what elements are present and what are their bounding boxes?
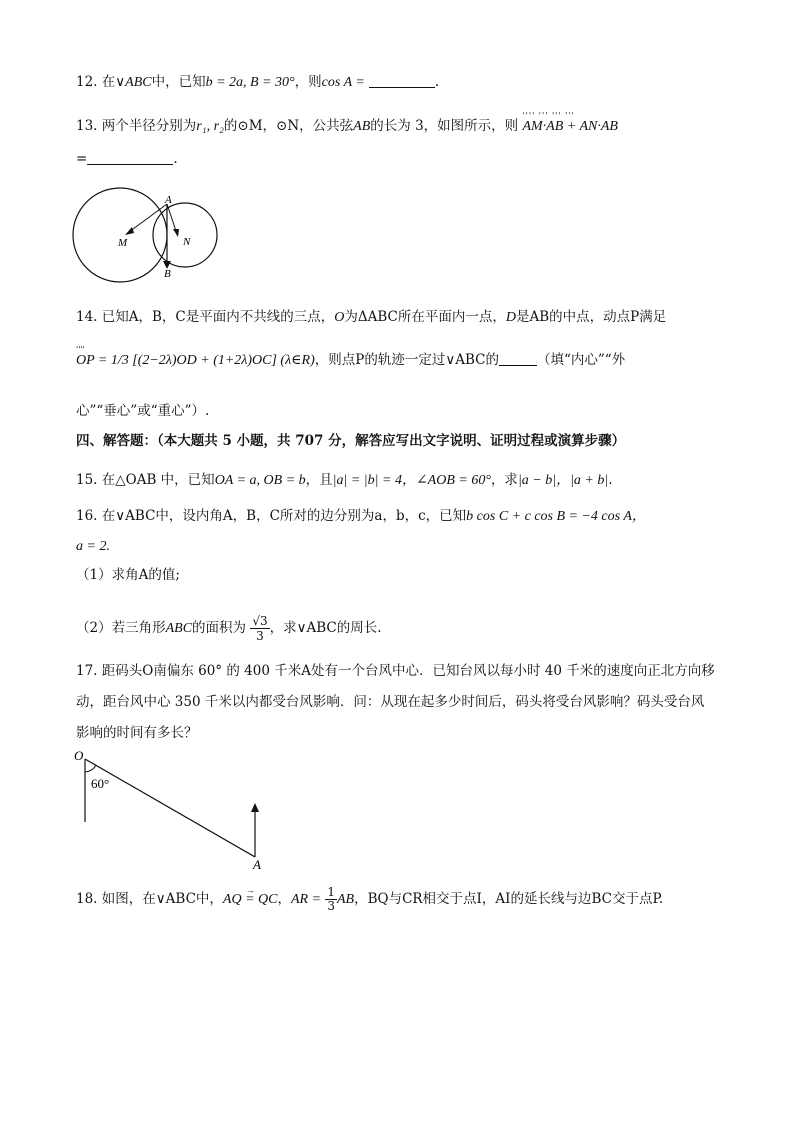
question-12: 12. 在∨ABC中，已知b = 2a, B = 30°，则cos A = . — [76, 74, 440, 90]
question-16-line2: a = 2. — [76, 539, 110, 554]
label-o: O — [74, 748, 84, 763]
question-13: 13. 两个半径分别为r₁, r₂的⊙M，⊙N，公共弦AB的长为 3，如图所示，则 ꞌꞌꞌꞌ ꞌꞌꞌ ꞌꞌꞌ ꞌꞌꞌ AM·AB + AN·AB — [76, 111, 618, 134]
question-14: 14. 已知A，B，C是平面内不共线的三点，O为ΔABC所在平面内一点，D是AB的中点，动点P满足 — [76, 309, 667, 325]
section-heading: 四、解答题：（本大题共 5 小题，共 707 分，解答应写出文字说明、证明过程或演算步骤） — [76, 433, 626, 449]
angle-arc — [85, 765, 96, 772]
question-16-part1: （1）求角A的值; — [76, 567, 180, 583]
question-14-line3: 心”“垂心”或“重心”）. — [76, 403, 210, 419]
fraction: $\frac{1}{3}$ — [327, 885, 335, 913]
typhoon-figure — [70, 745, 280, 875]
label-angle: 60° — [91, 776, 110, 791]
question-15: 15. 在△OAB 中，已知OA = a, OB = b，且|a| = |b| = 4，∠AOB = 60°，求|a − b|，|a + b|. — [76, 472, 613, 488]
label-a: A — [165, 194, 172, 206]
label-b: B — [164, 268, 171, 280]
formula: ꞌꞌꞌꞌ OP = 1/3 [(2−2λ)OD + (1+2λ)OC] (λ∈R) — [76, 345, 315, 368]
answer-blank — [499, 351, 537, 366]
answer-blank — [369, 73, 435, 88]
area-fraction: $\frac{√3}{3}$ — [252, 614, 268, 643]
question-14-formula-line: ꞌꞌꞌꞌ OP = 1/3 [(2−2λ)OD + (1+2λ)OC] (λ∈R)，则点P的轨迹一定过∨ABC的 （填“内心”“外 — [76, 345, 626, 368]
circles-figure — [70, 185, 230, 285]
question-13-line2: = . — [76, 151, 178, 167]
vector-expression: ꞌꞌꞌꞌ ꞌꞌꞌ ꞌꞌꞌ ꞌꞌꞌ AM·AB + AN·AB — [522, 111, 618, 134]
label-a: A — [253, 857, 261, 872]
question-17-line2: 动，距台风中心 350 千米以内都受台风影响．问：从现在起多少时间后，码头将受台风影响？码头受台风 — [76, 694, 705, 710]
north-arrowhead — [251, 803, 259, 812]
vector-am — [129, 204, 167, 232]
arrowhead-m — [125, 227, 134, 235]
arrowhead-n — [173, 229, 179, 237]
circle-n — [153, 203, 217, 267]
label-m: M — [118, 237, 128, 249]
question-16-part2: （2）若三角形ABC的面积为 $\frac{√3}{3}$ ，求∨ABC的周长. — [76, 614, 382, 643]
question-17-line3: 影响的时间有多长？ — [76, 725, 198, 741]
question-16: 16. 在∨ABC中，设内角A，B，C所对的边分别为a，b，c，已知b cos C + c cos B = −4 cos A， — [76, 508, 646, 524]
segment-oa — [85, 759, 255, 857]
answer-blank — [87, 150, 173, 165]
label-n: N — [183, 236, 191, 248]
question-18: 18. 如图，在∨ABC中，→ AQ = QC，AR = $\frac{1}{3}$ AB，BQ与CR相交于点I，AI的延长线与边BC交于点P. — [76, 886, 663, 913]
question-17: 17. 距码头O南偏东 60° 的 400 千米A处有一个台风中心．已知台风以每小时 40 千米的速度向正北方向移 — [76, 663, 715, 679]
